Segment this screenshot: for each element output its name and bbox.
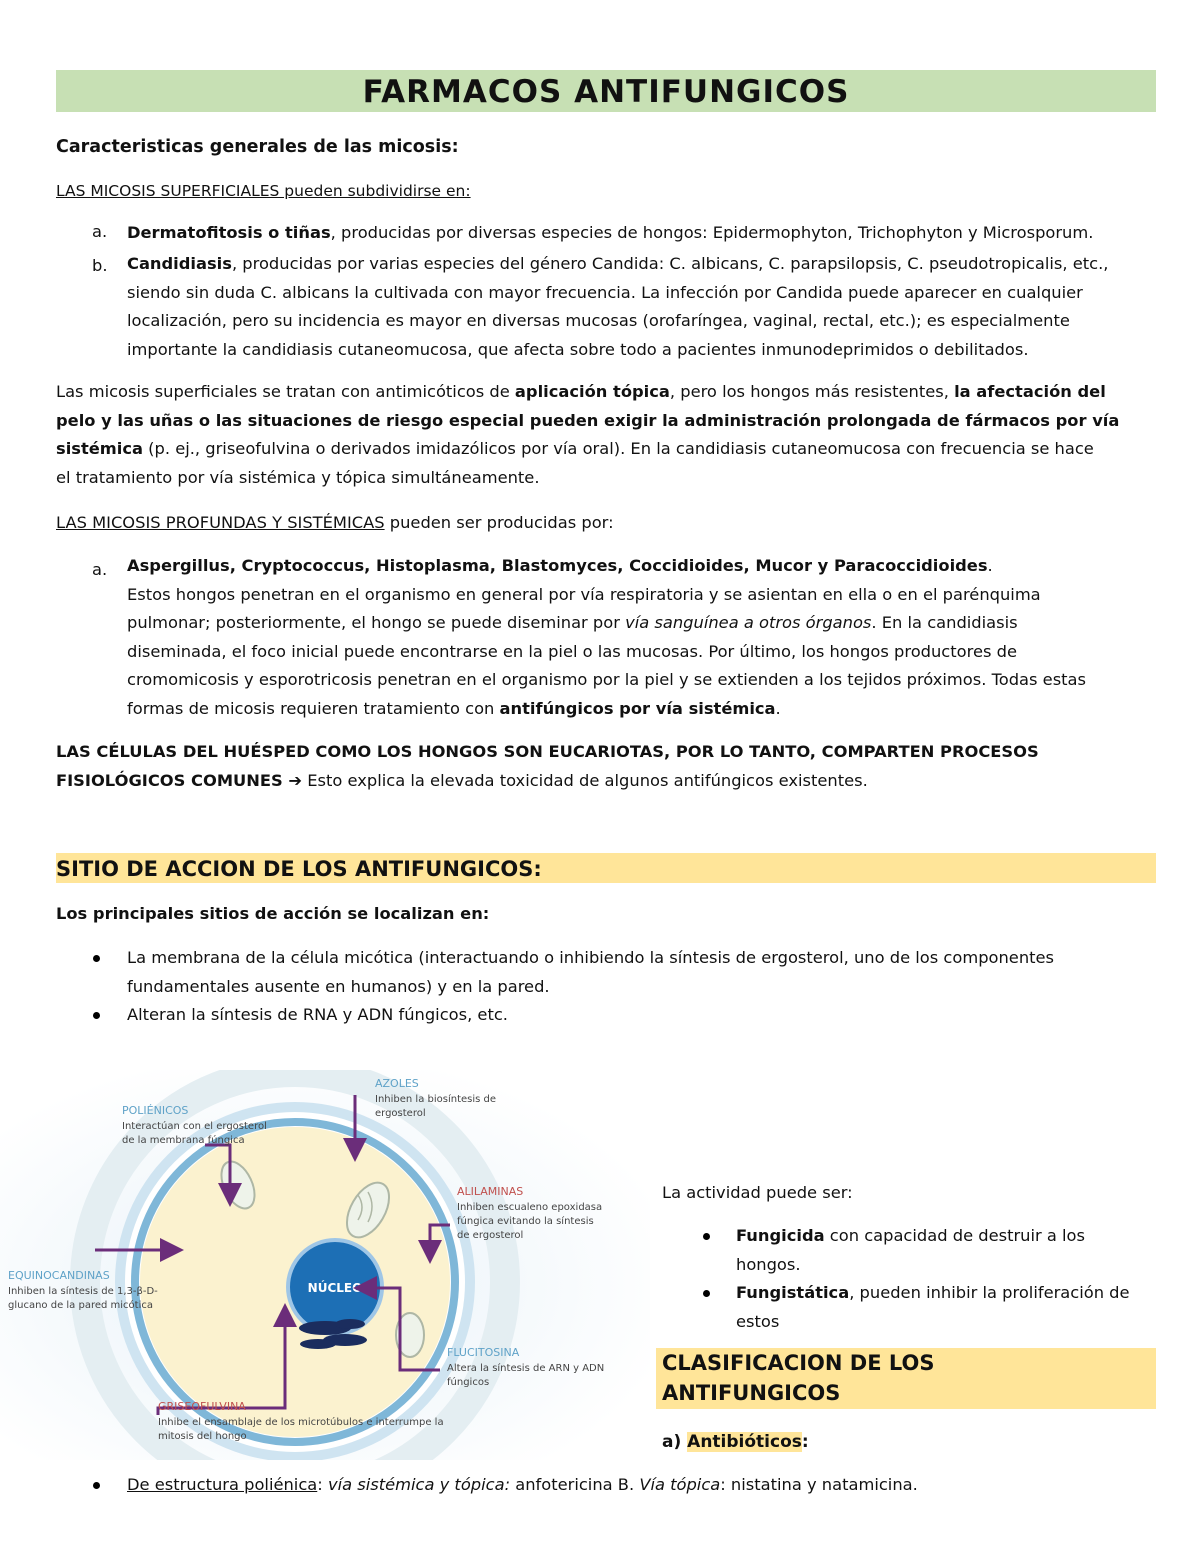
- equinocandinas-title: EQUINOCANDINAS: [8, 1269, 110, 1282]
- polienicos-desc-1: Interactúan con el ergosterol: [122, 1121, 267, 1132]
- document-title: FARMACOS ANTIFUNGICOS: [56, 70, 1156, 112]
- list-item-profundas: [127, 552, 1167, 723]
- actividad-bullet-2: [736, 1279, 1156, 1336]
- bullet-icon: [703, 1290, 710, 1297]
- text: pueden ser producidas por:: [384, 513, 614, 532]
- text-underlined: De estructura poliénica: [127, 1475, 318, 1494]
- paragraph-superficiales: [56, 378, 1166, 492]
- text-line: cromomicosis y esporotricosis penetran en el organismo por la piel y se extienden a los tejidos próximos. Todas estas: [127, 670, 1087, 689]
- text: .: [775, 698, 781, 718]
- text-line: importante la candidiasis cutaneomucosa, que afecta sobre todo a pacientes inmunodeprimidos o debilitados.: [127, 339, 1029, 359]
- text: :: [317, 1475, 328, 1494]
- term: Fungistática: [736, 1283, 850, 1302]
- actividad-bullet-1: [736, 1222, 1156, 1279]
- bullet-icon: [703, 1233, 710, 1240]
- list-item-a: [127, 219, 1093, 248]
- bullet-icon: [93, 1012, 100, 1019]
- intro-heading: Caracteristicas generales de las micosis:: [56, 137, 459, 157]
- profundas-line: [56, 509, 614, 538]
- text-bold: la afectación del: [954, 382, 1106, 401]
- text-line: fundamentales ausente en humanos) y en la pared.: [127, 976, 550, 996]
- text-line: localización, pero su incidencia es mayor en diversas mucosas (orofaríngea, vaginal, rectal, etc.); es especialmente: [127, 311, 1070, 330]
- heading-text: CLASIFICACION DE LOS: [662, 1351, 935, 1375]
- list-marker: a.: [92, 222, 108, 241]
- text-italic: vía sistémica y tópica:: [327, 1475, 511, 1494]
- text: (p. ej., griseofulvina o derivados imidazólicos por vía oral). En la candidiasis cutaneomucosa con frecuencia se hace: [142, 439, 1094, 458]
- text: , pero los hongos más resistentes,: [669, 382, 955, 401]
- text-bold: antifúngicos por vía sistémica: [499, 698, 776, 718]
- polienicos-title: POLIÉNICOS: [122, 1104, 189, 1117]
- equinocandinas-desc-1: Inhiben la síntesis de 1,3-β-D-: [8, 1286, 158, 1297]
- text: anfotericina B.: [510, 1475, 640, 1494]
- text: .: [987, 556, 993, 575]
- text-line: hongos.: [736, 1254, 801, 1274]
- sitio-bullet-1: [127, 944, 1167, 1001]
- section-heading-sitio: [56, 853, 1156, 883]
- text-line: Estos hongos penetran en el organismo en general por vía respiratoria y se asientan en ella o en el parénquima: [127, 584, 1041, 604]
- azoles-desc-1: Inhiben la biosíntesis de: [375, 1094, 497, 1105]
- alilaminas-desc-2: fúngica evitando la síntesis: [457, 1216, 594, 1227]
- text-italic: Vía tópica: [639, 1475, 721, 1494]
- text: Esto explica la elevada toxicidad de algunos antifúngicos existentes.: [302, 770, 868, 790]
- list-marker: b.: [92, 256, 108, 275]
- nucleus-label: NÚCLEO: [307, 1281, 363, 1295]
- alilaminas-desc-1: Inhiben escualeno epoxidasa: [457, 1202, 603, 1213]
- text: formas de micosis requieren tratamiento con: [127, 698, 500, 718]
- alilaminas-desc-3: de ergosterol: [457, 1230, 524, 1241]
- text-bold: aplicación tópica: [514, 382, 670, 401]
- list-marker: a.: [92, 560, 108, 579]
- term: Fungicida: [736, 1226, 825, 1245]
- text-line: el tratamiento por vía sistémica y tópica simultáneamente.: [56, 467, 540, 487]
- heading-text: ANTIFUNGICOS: [662, 1381, 841, 1405]
- griseofulvina-desc-2: mitosis del hongo: [158, 1431, 247, 1442]
- alilaminas-title: ALILAMINAS: [457, 1185, 524, 1198]
- term: Dermatofitosis o tiñas: [127, 223, 331, 242]
- polienicos-desc-2: de la membrana fúngica: [122, 1135, 245, 1146]
- section-heading-clasificacion: [656, 1348, 1156, 1409]
- azoles-desc-2: ergosterol: [375, 1108, 426, 1119]
- text-line: La membrana de la célula micótica (interactuando o inhibiendo la síntesis de ergosterol, uno de los componentes: [127, 948, 1055, 967]
- flucitosina-desc-2: fúngicos: [447, 1377, 490, 1388]
- text-bold: sistémica: [56, 439, 143, 458]
- text: Las micosis superficiales se tratan con antimicóticos de: [56, 382, 515, 401]
- text: con capacidad de destruir a los: [824, 1226, 1085, 1245]
- text: pulmonar; posteriormente, el hongo se puede diseminar por: [127, 613, 626, 632]
- flucitosina-desc-1: Altera la síntesis de ARN y ADN: [447, 1363, 605, 1374]
- superficiales-label: LAS MICOSIS SUPERFICIALES pueden subdividirse en:: [56, 182, 471, 200]
- azoles-title: AZOLES: [375, 1077, 419, 1090]
- text-bold: LAS CÉLULAS DEL HUÉSPED COMO LOS HONGOS SON EUCARIOTAS, POR LO TANTO, COMPARTEN PROCESOS: [56, 742, 1039, 761]
- term-highlighted: Antibióticos: [687, 1432, 802, 1452]
- text-bold: FISIOLÓGICOS COMUNES: [56, 770, 289, 790]
- term: Candidiasis: [127, 254, 232, 273]
- profundas-label: LAS MICOSIS PROFUNDAS Y SISTÉMICAS: [56, 513, 385, 532]
- text: : nistatina y natamicina.: [720, 1475, 918, 1494]
- polienicos-bullet: [127, 1471, 918, 1500]
- bullet-icon: [93, 1482, 100, 1489]
- flucitosina-title: FLUCITOSINA: [447, 1346, 520, 1359]
- griseofulvina-desc-1: Inhibe el ensamblaje de los microtúbulos e interrumpe la: [158, 1417, 444, 1428]
- sitio-bullet-2: Alteran la síntesis de RNA y ADN fúngicos, etc.: [127, 1005, 508, 1024]
- text: :: [801, 1432, 809, 1452]
- text: , producidas por varias especies del género Candida: C. albicans, C. parapsilopsis, C. pseudotropicalis, etc.,: [231, 254, 1109, 273]
- text: , producidas por diversas especies de hongos: Epidermophyton, Trichophyton y Microsporum.: [330, 223, 1094, 242]
- text-line: diseminada, el foco inicial puede encontrarse en la piel o las mucosas. Por último, los hongos productores de: [127, 641, 1017, 661]
- text-italic: vía sanguínea a otros órganos: [625, 613, 872, 632]
- arrow-right-icon: ➔: [288, 770, 303, 790]
- paragraph-celulas: [56, 738, 1166, 795]
- text: . En la candidiasis: [871, 613, 1018, 632]
- text-bold: pelo y las uñas o las situaciones de riesgo especial pueden exigir la administración prolongada de fármacos por vía: [56, 410, 1120, 430]
- text: , pueden inhibir la proliferación de: [849, 1283, 1130, 1302]
- griseofulvina-title: GRISEOFULVINA: [158, 1400, 246, 1413]
- clasificacion-subheading: [662, 1428, 809, 1457]
- sitio-subheading: Los principales sitios de acción se localizan en:: [56, 904, 490, 923]
- list-item-b: [127, 250, 1167, 364]
- bullet-icon: [93, 955, 100, 962]
- antifungal-sites-diagram: [0, 1070, 650, 1460]
- text-line: estos: [736, 1311, 780, 1331]
- heading-text: SITIO DE ACCION DE LOS ANTIFUNGICOS:: [56, 857, 542, 881]
- term: Aspergillus, Cryptococcus, Histoplasma, Blastomyces, Coccidioides, Mucor y Paracoccidioides: [127, 556, 988, 575]
- text-line: siendo sin duda C. albicans la cultivada con mayor frecuencia. La infección por Candida puede aparecer en cualquier: [127, 282, 1083, 302]
- actividad-intro: La actividad puede ser:: [662, 1183, 853, 1202]
- equinocandinas-desc-2: glucano de la pared micótica: [8, 1300, 153, 1311]
- marker: a): [662, 1432, 688, 1452]
